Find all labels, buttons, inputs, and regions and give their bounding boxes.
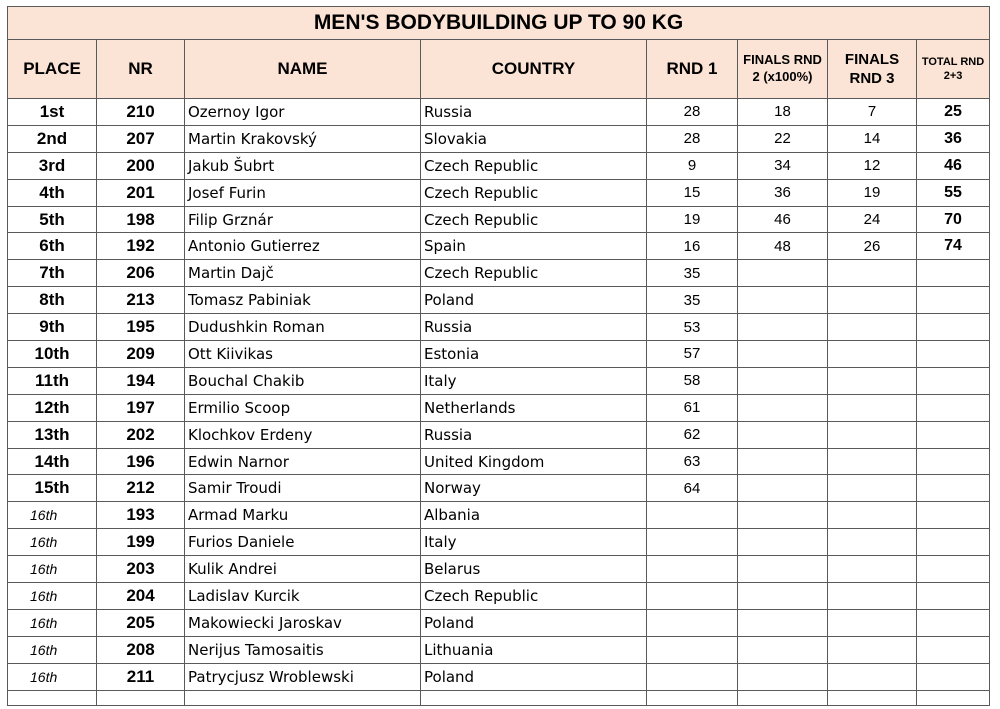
name-cell: Ladislav Kurcik bbox=[185, 583, 421, 610]
rnd3-cell: 14 bbox=[828, 125, 917, 152]
rnd3-cell bbox=[828, 341, 917, 368]
rnd3-cell: 7 bbox=[828, 99, 917, 126]
total-cell bbox=[917, 475, 990, 502]
rnd3-cell bbox=[828, 502, 917, 529]
empty-row bbox=[8, 690, 990, 705]
nr-cell: 195 bbox=[97, 314, 185, 341]
header-place: PLACE bbox=[8, 40, 97, 99]
name-cell: Armad Marku bbox=[185, 502, 421, 529]
place-cell: 11th bbox=[8, 367, 97, 394]
country-cell: Norway bbox=[421, 475, 647, 502]
rnd2-cell bbox=[738, 367, 828, 394]
nr-cell: 206 bbox=[97, 260, 185, 287]
rnd2-cell: 34 bbox=[738, 152, 828, 179]
rnd3-cell bbox=[828, 394, 917, 421]
country-cell: Russia bbox=[421, 314, 647, 341]
place-cell: 10th bbox=[8, 341, 97, 368]
country-cell: Czech Republic bbox=[421, 206, 647, 233]
rnd1-cell bbox=[647, 663, 738, 690]
header-name: NAME bbox=[185, 40, 421, 99]
country-cell: Czech Republic bbox=[421, 179, 647, 206]
place-cell: 3rd bbox=[8, 152, 97, 179]
country-cell: Italy bbox=[421, 367, 647, 394]
empty-cell bbox=[185, 690, 421, 705]
table-row bbox=[8, 609, 990, 636]
rnd2-cell bbox=[738, 421, 828, 448]
place-cell: 13th bbox=[8, 421, 97, 448]
nr-cell: 204 bbox=[97, 583, 185, 610]
country-cell: Lithuania bbox=[421, 636, 647, 663]
rnd3-cell: 19 bbox=[828, 179, 917, 206]
rnd1-cell: 58 bbox=[647, 367, 738, 394]
rnd3-cell bbox=[828, 556, 917, 583]
rnd1-cell: 15 bbox=[647, 179, 738, 206]
table-row bbox=[8, 636, 990, 663]
table-row bbox=[8, 583, 990, 610]
country-cell: Czech Republic bbox=[421, 260, 647, 287]
name-cell: Dudushkin Roman bbox=[185, 314, 421, 341]
name-cell: Jakub Šubrt bbox=[185, 152, 421, 179]
table-row bbox=[8, 421, 990, 448]
table-row bbox=[8, 556, 990, 583]
name-cell: Antonio Gutierrez bbox=[185, 233, 421, 260]
name-cell: Edwin Narnor bbox=[185, 448, 421, 475]
name-cell: Ozernoy Igor bbox=[185, 99, 421, 126]
rnd2-cell bbox=[738, 502, 828, 529]
name-cell: Nerijus Tamosaitis bbox=[185, 636, 421, 663]
rnd1-cell: 63 bbox=[647, 448, 738, 475]
name-cell: Martin Krakovský bbox=[185, 125, 421, 152]
rnd3-cell bbox=[828, 529, 917, 556]
place-cell: 12th bbox=[8, 394, 97, 421]
rnd2-cell bbox=[738, 287, 828, 314]
empty-cell bbox=[421, 690, 647, 705]
rnd1-cell: 53 bbox=[647, 314, 738, 341]
country-cell: Poland bbox=[421, 609, 647, 636]
place-cell: 16th bbox=[8, 583, 97, 610]
rnd1-cell: 28 bbox=[647, 125, 738, 152]
rnd3-cell bbox=[828, 583, 917, 610]
rnd1-cell bbox=[647, 556, 738, 583]
place-cell: 9th bbox=[8, 314, 97, 341]
results-sheet bbox=[7, 6, 989, 706]
nr-cell: 202 bbox=[97, 421, 185, 448]
country-cell: Poland bbox=[421, 287, 647, 314]
country-cell: Spain bbox=[421, 233, 647, 260]
nr-cell: 198 bbox=[97, 206, 185, 233]
rnd3-cell bbox=[828, 636, 917, 663]
empty-cell bbox=[917, 690, 990, 705]
rnd1-cell: 62 bbox=[647, 421, 738, 448]
nr-cell: 213 bbox=[97, 287, 185, 314]
table-row bbox=[8, 233, 990, 260]
place-cell: 7th bbox=[8, 260, 97, 287]
place-cell: 16th bbox=[8, 609, 97, 636]
place-cell: 16th bbox=[8, 502, 97, 529]
name-cell: Kulik Andrei bbox=[185, 556, 421, 583]
table-row bbox=[8, 394, 990, 421]
empty-cell bbox=[828, 690, 917, 705]
nr-cell: 192 bbox=[97, 233, 185, 260]
table-row bbox=[8, 99, 990, 126]
nr-cell: 196 bbox=[97, 448, 185, 475]
total-cell bbox=[917, 260, 990, 287]
place-cell: 14th bbox=[8, 448, 97, 475]
rnd2-cell bbox=[738, 314, 828, 341]
total-cell bbox=[917, 502, 990, 529]
total-cell bbox=[917, 421, 990, 448]
rnd1-cell bbox=[647, 502, 738, 529]
place-cell: 16th bbox=[8, 636, 97, 663]
total-cell: 36 bbox=[917, 125, 990, 152]
nr-cell: 199 bbox=[97, 529, 185, 556]
rnd2-cell bbox=[738, 394, 828, 421]
rnd3-cell: 12 bbox=[828, 152, 917, 179]
nr-cell: 207 bbox=[97, 125, 185, 152]
rnd2-cell bbox=[738, 636, 828, 663]
rnd1-cell: 57 bbox=[647, 341, 738, 368]
country-cell: Czech Republic bbox=[421, 583, 647, 610]
rnd3-cell bbox=[828, 367, 917, 394]
rnd3-cell bbox=[828, 609, 917, 636]
empty-cell bbox=[738, 690, 828, 705]
total-cell: 74 bbox=[917, 233, 990, 260]
rnd3-cell: 24 bbox=[828, 206, 917, 233]
rnd3-cell bbox=[828, 663, 917, 690]
rnd2-cell bbox=[738, 341, 828, 368]
place-cell: 1st bbox=[8, 99, 97, 126]
total-cell bbox=[917, 367, 990, 394]
name-cell: Patrycjusz Wroblewski bbox=[185, 663, 421, 690]
name-cell: Furios Daniele bbox=[185, 529, 421, 556]
nr-cell: 201 bbox=[97, 179, 185, 206]
empty-cell bbox=[97, 690, 185, 705]
name-cell: Makowiecki Jaroskav bbox=[185, 609, 421, 636]
header-finals-rnd3: FINALS RND 3 bbox=[828, 40, 917, 99]
country-cell: Estonia bbox=[421, 341, 647, 368]
empty-cell bbox=[647, 690, 738, 705]
place-cell: 16th bbox=[8, 663, 97, 690]
rnd3-cell: 26 bbox=[828, 233, 917, 260]
nr-cell: 211 bbox=[97, 663, 185, 690]
nr-cell: 210 bbox=[97, 99, 185, 126]
rnd2-cell bbox=[738, 556, 828, 583]
header-nr: NR bbox=[97, 40, 185, 99]
rnd1-cell: 35 bbox=[647, 260, 738, 287]
rnd2-cell: 46 bbox=[738, 206, 828, 233]
total-cell: 25 bbox=[917, 99, 990, 126]
header-total: TOTAL RND 2+3 bbox=[917, 40, 990, 99]
rnd2-cell: 36 bbox=[738, 179, 828, 206]
name-cell: Bouchal Chakib bbox=[185, 367, 421, 394]
total-cell: 55 bbox=[917, 179, 990, 206]
table-row bbox=[8, 152, 990, 179]
nr-cell: 208 bbox=[97, 636, 185, 663]
place-cell: 16th bbox=[8, 529, 97, 556]
total-cell bbox=[917, 636, 990, 663]
rnd1-cell: 64 bbox=[647, 475, 738, 502]
rnd1-cell: 28 bbox=[647, 99, 738, 126]
table-row bbox=[8, 179, 990, 206]
country-cell: Netherlands bbox=[421, 394, 647, 421]
place-cell: 4th bbox=[8, 179, 97, 206]
total-cell bbox=[917, 341, 990, 368]
rnd1-cell: 16 bbox=[647, 233, 738, 260]
rnd1-cell bbox=[647, 609, 738, 636]
rnd3-cell bbox=[828, 260, 917, 287]
name-cell: Ermilio Scoop bbox=[185, 394, 421, 421]
table-row bbox=[8, 125, 990, 152]
rnd2-cell: 18 bbox=[738, 99, 828, 126]
total-cell: 46 bbox=[917, 152, 990, 179]
total-cell bbox=[917, 663, 990, 690]
nr-cell: 193 bbox=[97, 502, 185, 529]
title-row bbox=[8, 7, 990, 40]
header-rnd1: RND 1 bbox=[647, 40, 738, 99]
table-title: MEN'S BODYBUILDING UP TO 90 KG bbox=[8, 7, 990, 40]
table-row bbox=[8, 502, 990, 529]
rnd2-cell: 22 bbox=[738, 125, 828, 152]
name-cell: Klochkov Erdeny bbox=[185, 421, 421, 448]
rnd1-cell bbox=[647, 636, 738, 663]
place-cell: 2nd bbox=[8, 125, 97, 152]
rnd1-cell: 9 bbox=[647, 152, 738, 179]
table-row bbox=[8, 341, 990, 368]
table-row bbox=[8, 260, 990, 287]
table-row bbox=[8, 287, 990, 314]
total-cell bbox=[917, 314, 990, 341]
place-cell: 16th bbox=[8, 556, 97, 583]
total-cell: 70 bbox=[917, 206, 990, 233]
rnd2-cell bbox=[738, 475, 828, 502]
rnd3-cell bbox=[828, 287, 917, 314]
nr-cell: 212 bbox=[97, 475, 185, 502]
results-body bbox=[8, 99, 990, 706]
rnd2-cell: 48 bbox=[738, 233, 828, 260]
table-row bbox=[8, 475, 990, 502]
name-cell: Filip Grznár bbox=[185, 206, 421, 233]
table-row bbox=[8, 448, 990, 475]
nr-cell: 200 bbox=[97, 152, 185, 179]
total-cell bbox=[917, 583, 990, 610]
name-cell: Tomasz Pabiniak bbox=[185, 287, 421, 314]
rnd1-cell: 35 bbox=[647, 287, 738, 314]
rnd1-cell: 61 bbox=[647, 394, 738, 421]
country-cell: Belarus bbox=[421, 556, 647, 583]
rnd3-cell bbox=[828, 475, 917, 502]
total-cell bbox=[917, 529, 990, 556]
name-cell: Martin Dajč bbox=[185, 260, 421, 287]
place-cell: 15th bbox=[8, 475, 97, 502]
country-cell: Poland bbox=[421, 663, 647, 690]
rnd3-cell bbox=[828, 448, 917, 475]
country-cell: Albania bbox=[421, 502, 647, 529]
header-country: COUNTRY bbox=[421, 40, 647, 99]
table-row bbox=[8, 529, 990, 556]
name-cell: Samir Troudi bbox=[185, 475, 421, 502]
rnd2-cell bbox=[738, 529, 828, 556]
place-cell: 6th bbox=[8, 233, 97, 260]
table-row bbox=[8, 206, 990, 233]
header-row bbox=[8, 40, 990, 99]
nr-cell: 209 bbox=[97, 341, 185, 368]
empty-cell bbox=[8, 690, 97, 705]
total-cell bbox=[917, 394, 990, 421]
rnd2-cell bbox=[738, 260, 828, 287]
header-finals-rnd2: FINALS RND 2 (x100%) bbox=[738, 40, 828, 99]
table-row bbox=[8, 314, 990, 341]
name-cell: Josef Furin bbox=[185, 179, 421, 206]
country-cell: Slovakia bbox=[421, 125, 647, 152]
nr-cell: 203 bbox=[97, 556, 185, 583]
table-row bbox=[8, 367, 990, 394]
total-cell bbox=[917, 556, 990, 583]
nr-cell: 194 bbox=[97, 367, 185, 394]
country-cell: United Kingdom bbox=[421, 448, 647, 475]
place-cell: 8th bbox=[8, 287, 97, 314]
country-cell: Czech Republic bbox=[421, 152, 647, 179]
rnd1-cell bbox=[647, 583, 738, 610]
total-cell bbox=[917, 287, 990, 314]
nr-cell: 197 bbox=[97, 394, 185, 421]
rnd1-cell bbox=[647, 529, 738, 556]
rnd2-cell bbox=[738, 583, 828, 610]
rnd2-cell bbox=[738, 609, 828, 636]
rnd2-cell bbox=[738, 448, 828, 475]
country-cell: Italy bbox=[421, 529, 647, 556]
rnd3-cell bbox=[828, 314, 917, 341]
country-cell: Russia bbox=[421, 421, 647, 448]
rnd1-cell: 19 bbox=[647, 206, 738, 233]
total-cell bbox=[917, 448, 990, 475]
place-cell: 5th bbox=[8, 206, 97, 233]
results-table bbox=[7, 6, 990, 706]
rnd3-cell bbox=[828, 421, 917, 448]
rnd2-cell bbox=[738, 663, 828, 690]
total-cell bbox=[917, 609, 990, 636]
table-row bbox=[8, 663, 990, 690]
name-cell: Ott Kiivikas bbox=[185, 341, 421, 368]
nr-cell: 205 bbox=[97, 609, 185, 636]
country-cell: Russia bbox=[421, 99, 647, 126]
